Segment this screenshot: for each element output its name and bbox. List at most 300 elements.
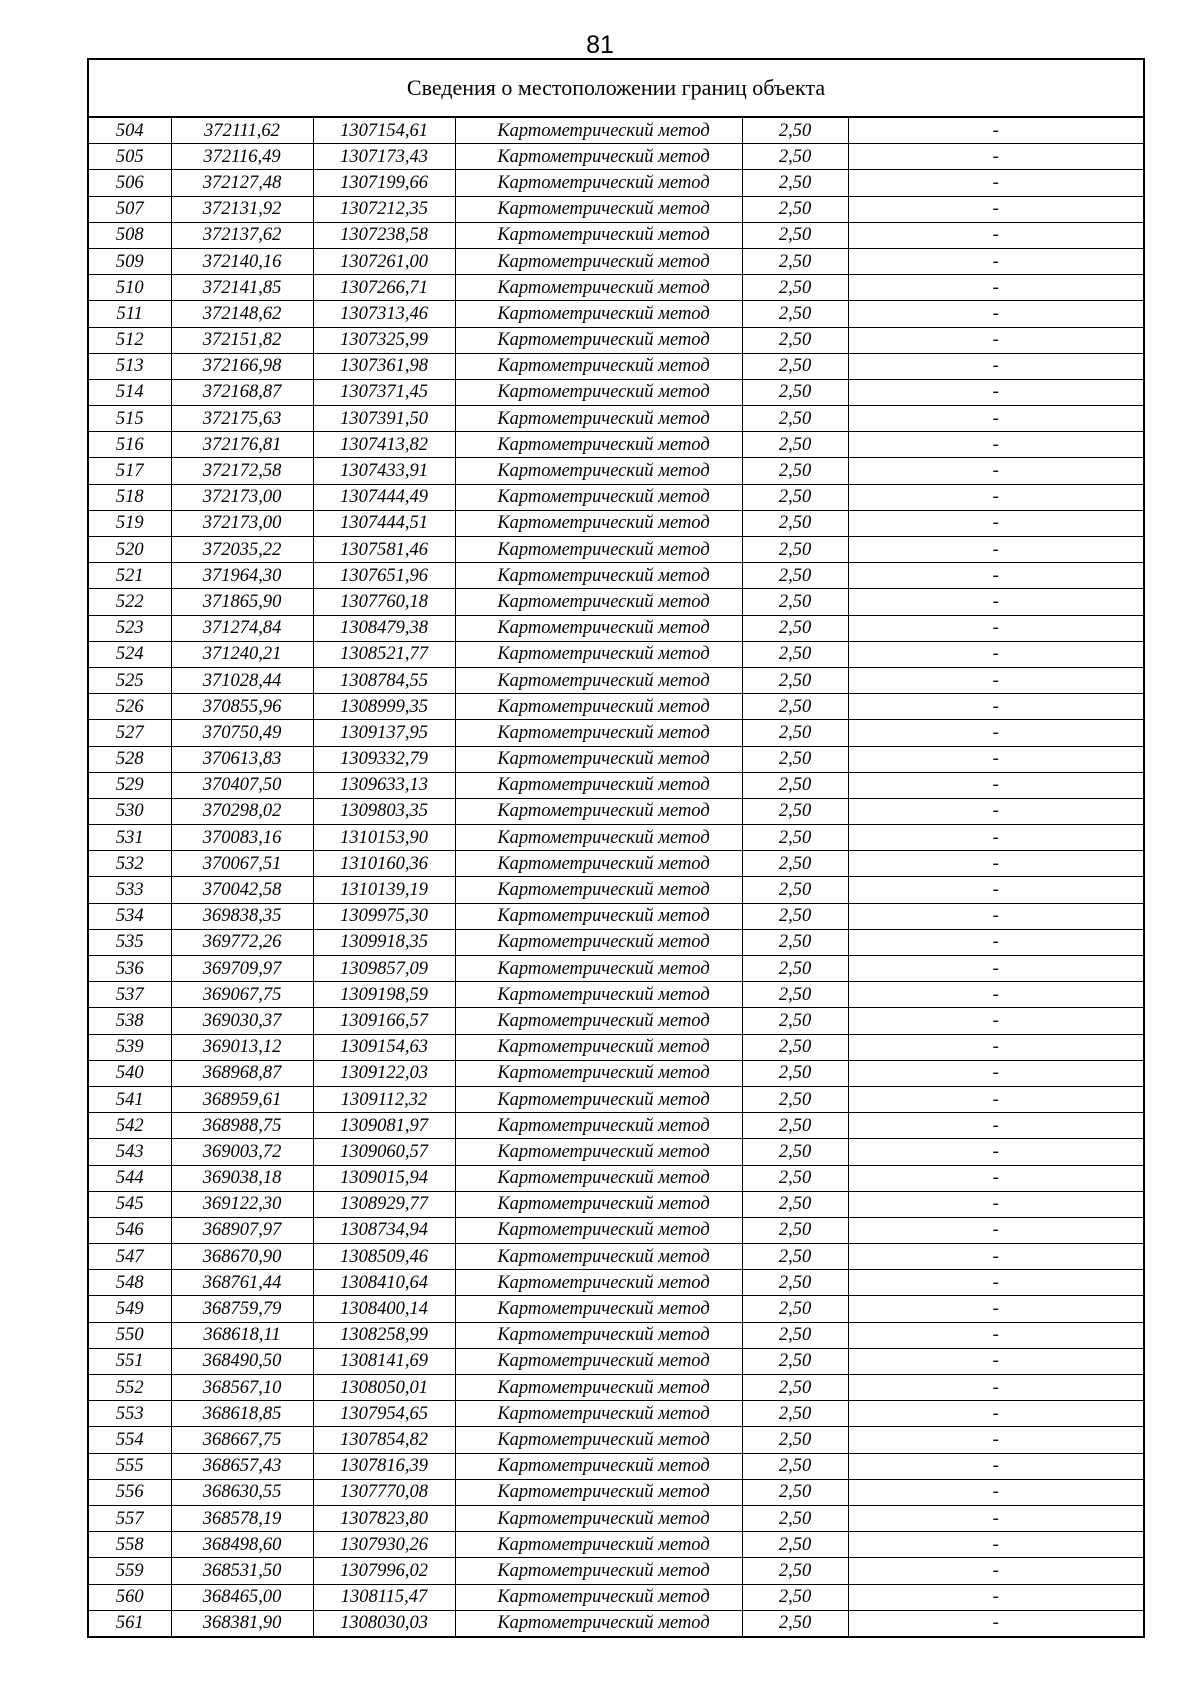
cell-x-coordinate: 370042,58 <box>171 877 313 903</box>
table-row <box>89 432 1143 458</box>
cell-method: Картометрический метод <box>455 537 742 563</box>
cell-description: - <box>848 825 1143 851</box>
cell-y-coordinate: 1307954,65 <box>313 1401 455 1427</box>
cell-method: Картометрический метод <box>455 406 742 432</box>
table-row <box>89 1479 1143 1505</box>
cell-y-coordinate: 1307325,99 <box>313 327 455 353</box>
cell-description: - <box>848 589 1143 615</box>
cell-description: - <box>848 458 1143 484</box>
cell-y-coordinate: 1307361,98 <box>313 353 455 379</box>
cell-y-coordinate: 1307930,26 <box>313 1532 455 1558</box>
cell-x-coordinate: 369013,12 <box>171 1034 313 1060</box>
cell-x-coordinate: 368761,44 <box>171 1270 313 1296</box>
cell-accuracy: 2,50 <box>742 1322 848 1348</box>
cell-method: Картометрический метод <box>455 589 742 615</box>
table-row <box>89 1584 1143 1610</box>
table-row <box>89 1270 1143 1296</box>
table-row <box>89 1505 1143 1531</box>
cell-point-number: 556 <box>89 1479 171 1505</box>
cell-accuracy: 2,50 <box>742 170 848 196</box>
table-row <box>89 1139 1143 1165</box>
cell-x-coordinate: 371240,21 <box>171 641 313 667</box>
cell-y-coordinate: 1308509,46 <box>313 1244 455 1270</box>
table-row <box>89 772 1143 798</box>
cell-accuracy: 2,50 <box>742 1244 848 1270</box>
cell-y-coordinate: 1309122,03 <box>313 1060 455 1086</box>
table-row <box>89 510 1143 536</box>
cell-method: Картометрический метод <box>455 1375 742 1401</box>
cell-method: Картометрический метод <box>455 1610 742 1636</box>
cell-accuracy: 2,50 <box>742 667 848 693</box>
cell-y-coordinate: 1308479,38 <box>313 615 455 641</box>
table-row <box>89 248 1143 274</box>
cell-accuracy: 2,50 <box>742 301 848 327</box>
table-row <box>89 563 1143 589</box>
cell-accuracy: 2,50 <box>742 851 848 877</box>
cell-y-coordinate: 1308929,77 <box>313 1191 455 1217</box>
cell-x-coordinate: 370407,50 <box>171 772 313 798</box>
table-row <box>89 851 1143 877</box>
table-row <box>89 1453 1143 1479</box>
boundary-points-table <box>89 118 1143 1636</box>
cell-x-coordinate: 372168,87 <box>171 379 313 405</box>
cell-x-coordinate: 368578,19 <box>171 1505 313 1531</box>
cell-accuracy: 2,50 <box>742 1086 848 1112</box>
cell-x-coordinate: 371274,84 <box>171 615 313 641</box>
cell-description: - <box>848 484 1143 510</box>
cell-description: - <box>992 1613 999 1634</box>
cell-point-number: 504 <box>89 118 171 144</box>
cell-method: Картометрический метод <box>455 798 742 824</box>
cell-description: - <box>848 275 1143 301</box>
cell-point-number: 523 <box>89 615 171 641</box>
cell-method: Картометрический метод <box>455 982 742 1008</box>
cell-method: Картометрический метод <box>455 641 742 667</box>
cell-y-coordinate: 1307996,02 <box>313 1558 455 1584</box>
cell-description: - <box>848 798 1143 824</box>
cell-x-coordinate: 369067,75 <box>171 982 313 1008</box>
cell-description: - <box>848 432 1143 458</box>
cell-point-number: 555 <box>89 1453 171 1479</box>
cell-x-coordinate: 368490,50 <box>171 1348 313 1374</box>
table-row <box>89 379 1143 405</box>
cell-y-coordinate: 1307413,82 <box>313 432 455 458</box>
cell-method: Картометрический метод <box>455 222 742 248</box>
cell-y-coordinate: 1309112,32 <box>313 1086 455 1112</box>
table-row <box>89 1375 1143 1401</box>
cell-y-coordinate: 1307823,80 <box>313 1505 455 1531</box>
cell-y-coordinate: 1307433,91 <box>313 458 455 484</box>
table-row <box>89 798 1143 824</box>
cell-x-coordinate: 372140,16 <box>171 248 313 274</box>
cell-description: - <box>848 379 1143 405</box>
cell-description: - <box>848 1217 1143 1243</box>
table-row <box>89 1086 1143 1112</box>
cell-method: Картометрический метод <box>455 301 742 327</box>
cell-accuracy: 2,50 <box>742 118 848 144</box>
cell-method: Картометрический метод <box>455 1034 742 1060</box>
cell-point-number: 520 <box>89 537 171 563</box>
cell-x-coordinate: 368465,00 <box>171 1584 313 1610</box>
cell-x-coordinate: 368968,87 <box>171 1060 313 1086</box>
cell-y-coordinate: 1307651,96 <box>313 563 455 589</box>
cell-method: Картометрический метод <box>455 1270 742 1296</box>
cell-point-number: 553 <box>89 1401 171 1427</box>
cell-x-coordinate: 372176,81 <box>171 432 313 458</box>
cell-point-number: 528 <box>89 746 171 772</box>
table-row <box>89 537 1143 563</box>
table-row <box>89 327 1143 353</box>
cell-method: Картометрический метод <box>455 1348 742 1374</box>
cell-x-coordinate: 372116,49 <box>171 144 313 170</box>
cell-point-number: 522 <box>89 589 171 615</box>
cell-description: - <box>848 1558 1143 1584</box>
cell-description: - <box>848 222 1143 248</box>
cell-method: Картометрический метод <box>455 615 742 641</box>
cell-y-coordinate: 1307313,46 <box>313 301 455 327</box>
cell-x-coordinate: 368381,90 <box>171 1610 313 1636</box>
cell-point-number: 542 <box>89 1113 171 1139</box>
cell-method: Картометрический метод <box>455 1427 742 1453</box>
cell-description: - <box>848 772 1143 798</box>
cell-x-coordinate: 372173,00 <box>171 484 313 510</box>
table-row <box>89 1296 1143 1322</box>
cell-accuracy: 2,50 <box>742 694 848 720</box>
cell-point-number: 529 <box>89 772 171 798</box>
cell-method: Картометрический метод <box>455 1060 742 1086</box>
cell-description: - <box>848 1532 1143 1558</box>
cell-method: Картометрический метод <box>455 877 742 903</box>
cell-description: - <box>848 1008 1143 1034</box>
table-row <box>89 746 1143 772</box>
cell-point-number: 558 <box>89 1532 171 1558</box>
cell-method: Картометрический метод <box>455 432 742 458</box>
cell-description: - <box>848 406 1143 432</box>
cell-accuracy: 2,50 <box>742 537 848 563</box>
table-row <box>89 1427 1143 1453</box>
cell-accuracy: 2,50 <box>742 432 848 458</box>
cell-description: - <box>848 1244 1143 1270</box>
cell-x-coordinate: 369038,18 <box>171 1165 313 1191</box>
cell-accuracy: 2,50 <box>742 1060 848 1086</box>
cell-y-coordinate: 1307391,50 <box>313 406 455 432</box>
cell-method: Картометрический метод <box>455 1113 742 1139</box>
cell-point-number: 508 <box>89 222 171 248</box>
table-row <box>89 144 1143 170</box>
cell-x-coordinate: 372127,48 <box>171 170 313 196</box>
cell-y-coordinate: 1307760,18 <box>313 589 455 615</box>
cell-x-coordinate: 368531,50 <box>171 1558 313 1584</box>
table-row <box>89 667 1143 693</box>
cell-accuracy: 2,50 <box>742 720 848 746</box>
cell-accuracy: 2,50 <box>742 327 848 353</box>
cell-x-coordinate: 371964,30 <box>171 563 313 589</box>
cell-y-coordinate: 1308999,35 <box>313 694 455 720</box>
cell-point-number: 511 <box>89 301 171 327</box>
table-row <box>89 1191 1143 1217</box>
table-row <box>89 1610 1143 1636</box>
cell-y-coordinate: 1307770,08 <box>313 1479 455 1505</box>
table-row <box>89 196 1143 222</box>
cell-point-number: 545 <box>89 1191 171 1217</box>
cell-description: - <box>848 1401 1143 1427</box>
cell-point-number: 526 <box>89 694 171 720</box>
cell-method: Картометрический метод <box>455 1244 742 1270</box>
cell-x-coordinate: 372151,82 <box>171 327 313 353</box>
cell-point-number: 518 <box>89 484 171 510</box>
cell-description: - <box>848 144 1143 170</box>
cell-point-number: 513 <box>89 353 171 379</box>
cell-point-number: 527 <box>89 720 171 746</box>
table-row <box>89 720 1143 746</box>
table-row <box>89 353 1143 379</box>
table-row <box>89 1558 1143 1584</box>
cell-y-coordinate: 1308115,47 <box>313 1584 455 1610</box>
cell-y-coordinate: 1307212,35 <box>313 196 455 222</box>
table-row <box>89 301 1143 327</box>
cell-accuracy: 2,50 <box>742 1532 848 1558</box>
table-row <box>89 1217 1143 1243</box>
cell-point-number: 534 <box>89 903 171 929</box>
cell-accuracy: 2,50 <box>742 1296 848 1322</box>
cell-accuracy: 2,50 <box>742 1375 848 1401</box>
cell-y-coordinate: 1309137,95 <box>313 720 455 746</box>
table-row <box>89 615 1143 641</box>
table-row <box>89 877 1143 903</box>
cell-y-coordinate: 1307154,61 <box>313 118 455 144</box>
cell-description: - <box>848 746 1143 772</box>
cell-x-coordinate: 368618,85 <box>171 1401 313 1427</box>
cell-x-coordinate: 370855,96 <box>171 694 313 720</box>
cell-accuracy: 2,50 <box>742 1165 848 1191</box>
cell-accuracy: 2,50 <box>742 589 848 615</box>
cell-accuracy: 2,50 <box>742 1191 848 1217</box>
cell-method: Картометрический метод <box>455 694 742 720</box>
cell-method: Картометрический метод <box>455 746 742 772</box>
cell-description: - <box>848 1296 1143 1322</box>
cell-accuracy: 2,50 <box>742 1348 848 1374</box>
cell-x-coordinate: 370750,49 <box>171 720 313 746</box>
cell-point-number: 510 <box>89 275 171 301</box>
cell-accuracy: 2,50 <box>742 248 848 274</box>
cell-description: - <box>848 1270 1143 1296</box>
cell-method: Картометрический метод <box>455 1558 742 1584</box>
cell-x-coordinate: 368618,11 <box>171 1322 313 1348</box>
cell-x-coordinate: 372148,62 <box>171 301 313 327</box>
cell-description: - <box>848 1479 1143 1505</box>
cell-accuracy: 2,50 <box>742 1610 848 1636</box>
cell-description: - <box>848 877 1143 903</box>
boundary-table-sheet <box>87 58 1145 1638</box>
cell-accuracy: 2,50 <box>742 1505 848 1531</box>
cell-description: - <box>848 1453 1143 1479</box>
cell-description: - <box>848 903 1143 929</box>
table-row <box>89 1034 1143 1060</box>
cell-method: Картометрический метод <box>455 929 742 955</box>
cell-method: Картометрический метод <box>455 956 742 982</box>
cell-point-number: 521 <box>89 563 171 589</box>
cell-x-coordinate: 368907,97 <box>171 1217 313 1243</box>
cell-point-number: 538 <box>89 1008 171 1034</box>
table-body <box>89 118 1143 1636</box>
table-row <box>89 118 1143 144</box>
table-row <box>89 589 1143 615</box>
cell-description: - <box>848 196 1143 222</box>
cell-point-number: 561 <box>89 1610 171 1636</box>
cell-y-coordinate: 1309154,63 <box>313 1034 455 1060</box>
cell-y-coordinate: 1308734,94 <box>313 1217 455 1243</box>
cell-description: - <box>848 1584 1143 1610</box>
cell-point-number: 551 <box>89 1348 171 1374</box>
cell-point-number: 524 <box>89 641 171 667</box>
cell-description: - <box>848 1139 1143 1165</box>
cell-description: - <box>848 118 1143 144</box>
cell-y-coordinate: 1309975,30 <box>313 903 455 929</box>
cell-point-number: 512 <box>89 327 171 353</box>
cell-description: - <box>848 510 1143 536</box>
cell-point-number: 557 <box>89 1505 171 1531</box>
cell-point-number: 530 <box>89 798 171 824</box>
cell-description: - <box>848 301 1143 327</box>
cell-accuracy: 2,50 <box>742 275 848 301</box>
cell-method: Картометрический метод <box>455 1479 742 1505</box>
cell-description: - <box>848 327 1143 353</box>
cell-x-coordinate: 368630,55 <box>171 1479 313 1505</box>
table-row <box>89 170 1143 196</box>
cell-description: - <box>848 1191 1143 1217</box>
cell-method: Картометрический метод <box>455 1505 742 1531</box>
cell-x-coordinate: 372172,58 <box>171 458 313 484</box>
cell-description: - <box>848 248 1143 274</box>
cell-x-coordinate: 368567,10 <box>171 1375 313 1401</box>
cell-accuracy: 2,50 <box>742 1427 848 1453</box>
table-row <box>89 956 1143 982</box>
cell-method: Картометрический метод <box>455 825 742 851</box>
cell-point-number: 539 <box>89 1034 171 1060</box>
cell-accuracy: 2,50 <box>742 144 848 170</box>
cell-point-number: 547 <box>89 1244 171 1270</box>
cell-accuracy: 2,50 <box>742 353 848 379</box>
cell-y-coordinate: 1307266,71 <box>313 275 455 301</box>
cell-point-number: 560 <box>89 1584 171 1610</box>
cell-accuracy: 2,50 <box>742 772 848 798</box>
cell-x-coordinate: 369838,35 <box>171 903 313 929</box>
cell-point-number: 550 <box>89 1322 171 1348</box>
cell-y-coordinate: 1309918,35 <box>313 929 455 955</box>
cell-method: Картометрический метод <box>455 484 742 510</box>
cell-method: Картометрический метод <box>455 1165 742 1191</box>
cell-x-coordinate: 369122,30 <box>171 1191 313 1217</box>
cell-point-number: 514 <box>89 379 171 405</box>
cell-y-coordinate: 1307371,45 <box>313 379 455 405</box>
cell-description: - <box>848 1348 1143 1374</box>
cell-accuracy: 2,50 <box>742 1584 848 1610</box>
table-row <box>89 1008 1143 1034</box>
cell-y-coordinate: 1307444,49 <box>313 484 455 510</box>
cell-accuracy: 2,50 <box>742 929 848 955</box>
cell-x-coordinate: 370613,83 <box>171 746 313 772</box>
cell-description: - <box>848 1322 1143 1348</box>
table-row <box>89 982 1143 1008</box>
cell-point-number: 543 <box>89 1139 171 1165</box>
cell-accuracy: 2,50 <box>742 1479 848 1505</box>
cell-accuracy: 2,50 <box>742 1453 848 1479</box>
cell-method: Картометрический метод <box>455 1296 742 1322</box>
cell-description: - <box>848 563 1143 589</box>
cell-method: Картометрический метод <box>455 903 742 929</box>
cell-x-coordinate: 368959,61 <box>171 1086 313 1112</box>
table-row <box>89 458 1143 484</box>
cell-method: Картометрический метод <box>455 170 742 196</box>
cell-x-coordinate: 368657,43 <box>171 1453 313 1479</box>
cell-x-coordinate: 368759,79 <box>171 1296 313 1322</box>
cell-accuracy: 2,50 <box>742 615 848 641</box>
cell-x-coordinate: 372035,22 <box>171 537 313 563</box>
cell-accuracy: 2,50 <box>742 641 848 667</box>
cell-method: Картометрический метод <box>455 248 742 274</box>
cell-x-coordinate: 371028,44 <box>171 667 313 693</box>
cell-accuracy: 2,50 <box>742 798 848 824</box>
cell-y-coordinate: 1309166,57 <box>313 1008 455 1034</box>
cell-accuracy: 2,50 <box>742 1139 848 1165</box>
cell-y-coordinate: 1308400,14 <box>313 1296 455 1322</box>
cell-point-number: 544 <box>89 1165 171 1191</box>
cell-y-coordinate: 1310153,90 <box>313 825 455 851</box>
cell-method: Картометрический метод <box>455 379 742 405</box>
cell-point-number: 532 <box>89 851 171 877</box>
cell-x-coordinate: 369772,26 <box>171 929 313 955</box>
cell-point-number: 531 <box>89 825 171 851</box>
cell-point-number: 540 <box>89 1060 171 1086</box>
cell-y-coordinate: 1309633,13 <box>313 772 455 798</box>
cell-x-coordinate: 372166,98 <box>171 353 313 379</box>
cell-y-coordinate: 1309332,79 <box>313 746 455 772</box>
cell-point-number: 549 <box>89 1296 171 1322</box>
cell-description: - <box>848 170 1143 196</box>
cell-accuracy: 2,50 <box>742 379 848 405</box>
cell-accuracy: 2,50 <box>742 458 848 484</box>
cell-description: - <box>848 956 1143 982</box>
cell-description: - <box>848 1375 1143 1401</box>
cell-description: - <box>848 1034 1143 1060</box>
table-row <box>89 1060 1143 1086</box>
table-row <box>89 1113 1143 1139</box>
cell-description: - <box>848 1086 1143 1112</box>
cell-accuracy: 2,50 <box>742 746 848 772</box>
cell-x-coordinate: 370067,51 <box>171 851 313 877</box>
cell-y-coordinate: 1307199,66 <box>313 170 455 196</box>
cell-method: Картометрический метод <box>455 118 742 144</box>
cell-description: - <box>848 667 1143 693</box>
cell-method: Картометрический метод <box>455 1322 742 1348</box>
cell-accuracy: 2,50 <box>742 406 848 432</box>
cell-y-coordinate: 1307854,82 <box>313 1427 455 1453</box>
cell-y-coordinate: 1307444,51 <box>313 510 455 536</box>
table-title: Сведения о местоположении границ объекта <box>89 60 1143 118</box>
cell-x-coordinate: 368667,75 <box>171 1427 313 1453</box>
cell-y-coordinate: 1308050,01 <box>313 1375 455 1401</box>
cell-accuracy: 2,50 <box>742 956 848 982</box>
cell-point-number: 517 <box>89 458 171 484</box>
cell-accuracy: 2,50 <box>742 222 848 248</box>
cell-x-coordinate: 370298,02 <box>171 798 313 824</box>
table-row <box>89 222 1143 248</box>
cell-x-coordinate: 370083,16 <box>171 825 313 851</box>
cell-description: - <box>848 851 1143 877</box>
cell-y-coordinate: 1308030,03 <box>313 1610 455 1636</box>
cell-point-number: 536 <box>89 956 171 982</box>
cell-description: - <box>848 537 1143 563</box>
